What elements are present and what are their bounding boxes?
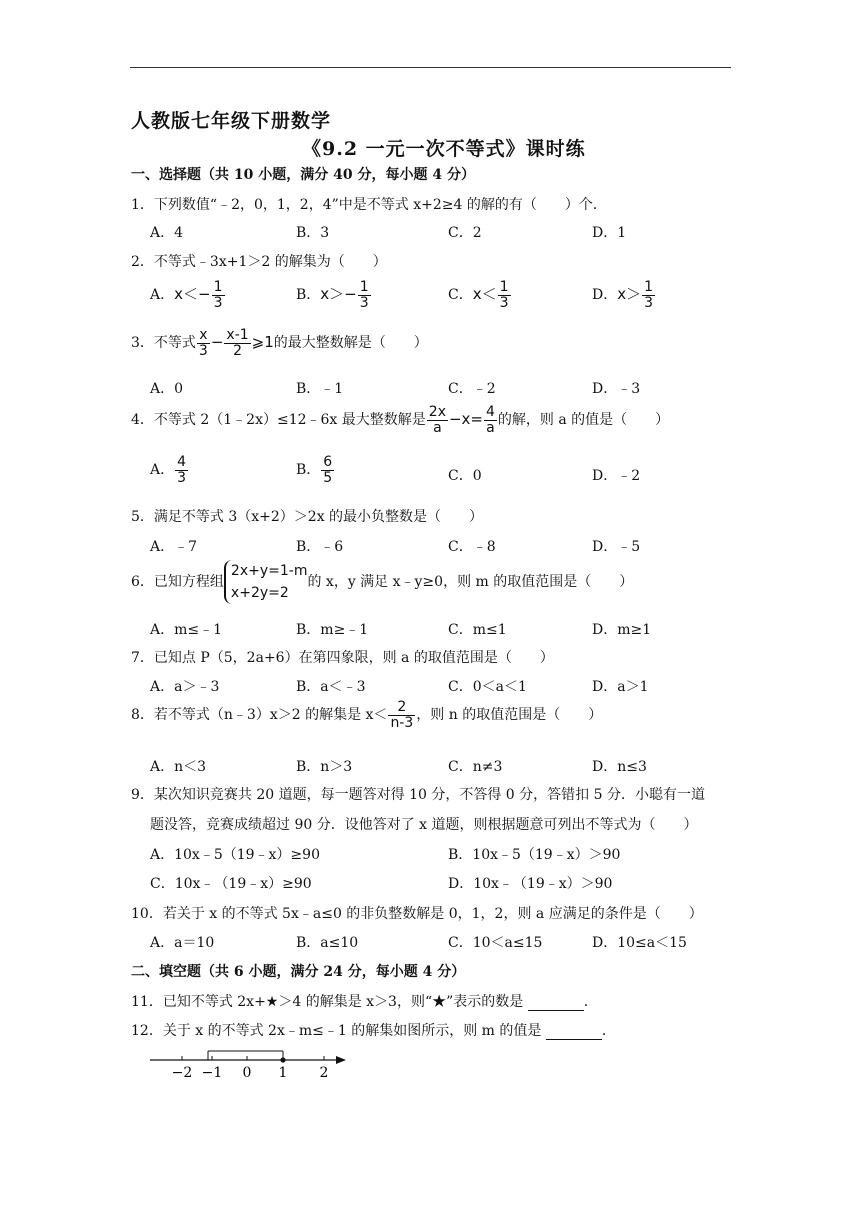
fraction: [321, 455, 334, 485]
fraction-numerator: 6: [323, 454, 333, 470]
fraction-denominator: n-3: [390, 714, 414, 731]
question-9-stem-line-1: 9．某次知识竞赛共 20 道题，每一题答对得 10 分，不答得 0 分，答错扣 5 分．小聪有一道: [131, 787, 705, 803]
stem-text: 12．关于 x 的不等式 2x﹣m≤﹣1 的解集如图所示，则 m 的值是: [131, 1023, 542, 1039]
fraction-denominator: 5: [323, 469, 333, 486]
q10-option-b: B．a≤10: [296, 935, 359, 951]
q1-option-a: A．4: [150, 225, 184, 241]
fraction: [224, 328, 250, 358]
fraction: [388, 700, 415, 730]
q9-option-d: D．10x﹣（19﹣x）＞90: [448, 876, 613, 892]
q6-option-b: B．m≥﹣1: [296, 622, 369, 638]
fraction-numerator: 2: [388, 700, 415, 716]
q9-option-b: B．10x﹣5（19﹣x）＞90: [448, 847, 621, 863]
stem-text: 的 x，y 满足 x﹣y≥0，则 m 的取值范围是（ ）: [307, 574, 634, 590]
q4-option-c: C．0: [448, 468, 482, 484]
question-8-stem: [131, 700, 602, 730]
fraction-numerator: 1: [213, 279, 223, 295]
stem-text: ．: [601, 1023, 616, 1039]
question-3-stem: [131, 328, 428, 358]
question-5-stem: 5．满足不等式 3（x+2）＞2x 的最小负整数是（ ）: [131, 509, 484, 525]
q1-option-b: B．3: [296, 225, 330, 241]
q10-option-a: A．a＝10: [150, 935, 215, 951]
fraction: [212, 280, 225, 310]
question-2-stem: 2．不等式﹣3x+1＞2 的解集为（ ）: [131, 254, 387, 270]
fraction-numerator: 1: [644, 279, 654, 295]
section-choice-heading: 一、选择题（共 10 小题，满分 40 分，每小题 4 分）: [131, 167, 475, 183]
stem-text: 8．若不等式（n﹣3）x＞2 的解集是 x＜: [131, 707, 388, 724]
q9-option-a: A．10x﹣5（19﹣x）≥90: [150, 847, 320, 863]
q5-option-c: C．﹣8: [448, 539, 496, 555]
q4-option-d: D．﹣2: [592, 468, 641, 484]
q6-option-d: D．m≥1: [592, 622, 652, 638]
fraction-numerator: 1: [499, 279, 509, 295]
option-expression: x＜: [472, 285, 497, 304]
top-rule: [130, 67, 731, 68]
q6-option-c: C．m≤1: [448, 622, 507, 638]
fraction-numerator: 1: [359, 279, 369, 295]
fraction-denominator: a: [433, 419, 442, 436]
question-1-stem: 1．下列数值“﹣2，0，1，2，4”中是不等式 x+2≥4 的解的有（ ）个．: [131, 197, 607, 213]
option-letter: B．: [296, 287, 321, 304]
minus-sign: −: [210, 333, 224, 352]
equation-system: [224, 560, 308, 604]
fraction-numerator: x-1: [226, 327, 249, 343]
option-letter: A．: [150, 462, 175, 479]
q7-option-a: A．a＞﹣3: [150, 679, 220, 695]
fraction-denominator: 2: [233, 342, 242, 359]
question-9-stem-line-2: 题没答，竞赛成绩超过 90 分．设他答对了 x 道题，则根据题意可列出不等式为（ ）: [150, 817, 698, 833]
option-letter: D．: [592, 287, 618, 304]
stem-text: ，则 n 的取值范围是（ ）: [416, 707, 603, 724]
document-subtitle: 《9.2 一元一次不等式》课时练: [302, 138, 586, 160]
relation: ⩾1: [251, 333, 274, 352]
q8-option-b: B．n＞3: [296, 759, 353, 775]
question-7-stem: 7．已知点 P（5，2a+6）在第四象限，则 a 的取值范围是（ ）: [131, 650, 554, 666]
q1-option-c: C．2: [448, 225, 482, 241]
q9-option-c: C．10x﹣（19﹣x）≥90: [150, 876, 312, 892]
fraction-numerator: 4: [486, 404, 495, 420]
fraction-denominator: 3: [359, 294, 369, 311]
stem-text: 6．已知方程组: [131, 574, 224, 590]
q8-option-a: A．n＜3: [150, 759, 207, 775]
q5-option-d: D．﹣5: [592, 539, 641, 555]
fraction-denominator: 3: [499, 294, 509, 311]
section-fill-blank-heading: 二、填空题（共 6 小题，满分 24 分，每小题 4 分）: [131, 964, 466, 980]
stem-text: 的解，则 a 的值是（ ）: [497, 412, 670, 429]
question-11-stem: [131, 991, 598, 1011]
equation-1: 2x+y=1-m: [230, 563, 308, 579]
q3-option-b: B．﹣1: [296, 381, 344, 397]
number-line-tick-label: 1: [278, 1065, 288, 1080]
option-letter: A．: [150, 287, 175, 304]
fraction-numerator: 2x: [428, 404, 446, 420]
q2-option-c: [448, 280, 512, 310]
q6-option-a: A．m≤﹣1: [150, 622, 223, 638]
fraction-denominator: 3: [177, 469, 187, 486]
fraction-denominator: 3: [644, 294, 654, 311]
fraction: [358, 280, 371, 310]
q3-option-c: C．﹣2: [448, 381, 496, 397]
q2-option-a: [150, 280, 226, 310]
option-letter: B．: [296, 462, 321, 479]
fraction: [484, 405, 497, 435]
q8-option-c: C．n≠3: [448, 759, 503, 775]
fraction: [197, 328, 210, 358]
option-expression: x＞−: [320, 285, 357, 304]
answer-blank[interactable]: [528, 996, 584, 1011]
q3-option-d: D．﹣3: [592, 381, 641, 397]
q2-option-b: [296, 280, 372, 310]
option-expression: x＞: [617, 285, 642, 304]
q2-option-d: [592, 280, 656, 310]
option-letter: C．: [448, 287, 473, 304]
stem-text: 11．已知不等式 2x+★＞4 的解集是 x＞3，则“★”表示的数是: [131, 994, 524, 1010]
q10-option-c: C．10＜a≤15: [448, 935, 543, 951]
document-title: 人教版七年级下册数学: [131, 110, 332, 132]
q10-option-d: D．10≤a＜15: [592, 935, 687, 951]
number-line-tick-label: 0: [242, 1065, 252, 1080]
fraction-numerator: 4: [177, 454, 187, 470]
fraction: [498, 280, 511, 310]
q4-option-b: [296, 455, 335, 485]
q7-option-c: C．0＜a＜1: [448, 679, 527, 695]
q5-option-a: A．﹣7: [150, 539, 198, 555]
number-line-solution-bracket: [208, 1051, 283, 1060]
stem-text: 的最大整数解是（ ）: [273, 335, 428, 352]
q7-option-b: B．a＜﹣3: [296, 679, 366, 695]
equation-2: x+2y=2: [230, 585, 289, 601]
fraction: [427, 405, 448, 435]
stem-text: ．: [583, 994, 598, 1010]
fraction: [175, 455, 188, 485]
question-4-stem: [131, 405, 669, 435]
question-10-stem: 10．若关于 x 的不等式 5x﹣a≤0 的非负整数解是 0，1，2，则 a 应满足的条件是（ ）: [131, 906, 703, 922]
fraction-denominator: 3: [213, 294, 223, 311]
number-line-tick-label: −1: [201, 1065, 223, 1080]
q1-option-d: D．1: [592, 225, 627, 241]
number-line-tick-label: 2: [319, 1065, 329, 1080]
q8-option-d: D．n≤3: [592, 759, 647, 775]
question-12-stem: [131, 1020, 616, 1040]
q3-option-a: A．0: [150, 381, 184, 397]
number-line-arrow: [336, 1056, 346, 1064]
fraction-numerator: x: [197, 328, 210, 344]
fraction-denominator: a: [486, 419, 495, 436]
answer-blank[interactable]: [546, 1025, 602, 1040]
q4-option-a: [150, 455, 189, 485]
number-line-tick-label: −2: [171, 1065, 193, 1080]
q5-option-b: B．﹣6: [296, 539, 344, 555]
option-expression: x＜−: [174, 285, 211, 304]
stem-text: 3．不等式: [131, 335, 196, 352]
question-6-stem: [131, 560, 633, 604]
fraction: [642, 280, 655, 310]
number-line-figure: [150, 1050, 350, 1080]
fraction-denominator: 3: [198, 342, 208, 359]
q7-option-d: D．a＞1: [592, 679, 649, 695]
stem-text: 4．不等式 2（1﹣2x）≤12﹣6x 最大整数解是: [131, 412, 426, 429]
equation-middle: −x=: [448, 410, 483, 429]
